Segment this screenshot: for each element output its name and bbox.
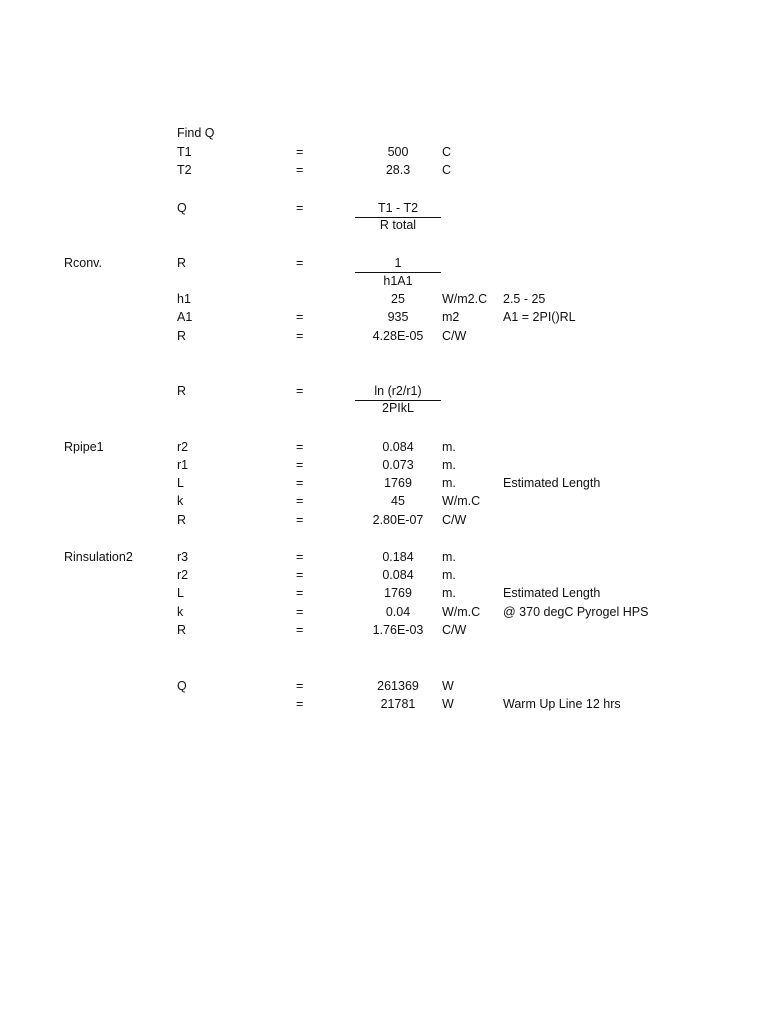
unit-cell: m. <box>442 476 456 490</box>
equals-sign: = <box>296 568 304 582</box>
note-cell: Warm Up Line 12 hrs <box>503 697 621 711</box>
equals-sign: = <box>296 458 304 472</box>
equals-sign: = <box>296 605 304 619</box>
row-t2 <box>0 161 768 179</box>
unit-cell: C <box>442 163 452 177</box>
row-rpipe1-l <box>0 474 768 492</box>
value-cell: 4.28E-05 <box>372 329 424 343</box>
row-q-warmup <box>0 695 768 713</box>
row-q-formula-denominator <box>0 216 768 234</box>
unit-cell: W/m.C <box>442 605 481 619</box>
equals-sign: = <box>296 201 304 215</box>
value-cell: 21781 <box>380 697 416 711</box>
equals-sign: = <box>296 145 304 159</box>
equals-sign: = <box>296 697 304 711</box>
value-cell: 1769 <box>384 476 412 490</box>
equals-sign: = <box>296 494 304 508</box>
note-cell: Estimated Length <box>503 476 601 490</box>
value-cell: 500 <box>387 145 409 159</box>
row-rinsulation2-l <box>0 584 768 602</box>
var-label: k <box>177 605 184 619</box>
unit-cell: m. <box>442 440 456 454</box>
equals-sign: = <box>296 329 304 343</box>
row-rinsulation2-r3 <box>0 548 768 566</box>
value-cell: 0.184 <box>382 550 414 564</box>
row-rcond-numerator <box>0 382 768 400</box>
fraction-numerator: T1 - T2 <box>355 199 441 218</box>
equals-sign: = <box>296 476 304 490</box>
equals-sign: = <box>296 679 304 693</box>
var-label: R <box>177 256 187 270</box>
unit-cell: m. <box>442 550 456 564</box>
row-rconv-numerator <box>0 254 768 272</box>
var-label: T1 <box>177 145 192 159</box>
row-find-q <box>0 124 768 142</box>
var-label: R <box>177 623 187 637</box>
section-label: Rinsulation2 <box>64 550 133 564</box>
unit-cell: W/m2.C <box>442 292 488 306</box>
unit-cell: C/W <box>442 623 467 637</box>
unit-cell: m. <box>442 568 456 582</box>
value-cell: 0.04 <box>385 605 411 619</box>
row-rpipe1-r1 <box>0 456 768 474</box>
row-rconv-denominator <box>0 272 768 290</box>
value-cell: 261369 <box>377 679 419 693</box>
var-label: k <box>177 494 184 508</box>
section-label: Rpipe1 <box>64 440 104 454</box>
var-label: r1 <box>177 458 189 472</box>
var-label: L <box>177 586 184 600</box>
unit-cell: W <box>442 679 454 693</box>
row-rinsulation2-r2 <box>0 566 768 584</box>
fraction-denominator: h1A1 <box>383 274 413 288</box>
fraction-denominator: 2PIkL <box>382 401 414 415</box>
row-rpipe1-k <box>0 492 768 510</box>
unit-cell: m2 <box>442 310 460 324</box>
var-label: r2 <box>177 568 189 582</box>
equals-sign: = <box>296 513 304 527</box>
var-label: r2 <box>177 440 189 454</box>
value-cell: 0.084 <box>382 568 414 582</box>
var-label: L <box>177 476 184 490</box>
value-cell: 0.084 <box>382 440 414 454</box>
var-label: Q <box>177 679 187 693</box>
row-rcond-denominator <box>0 399 768 417</box>
var-label: R <box>177 513 187 527</box>
unit-cell: W/m.C <box>442 494 481 508</box>
row-q-result <box>0 677 768 695</box>
value-cell: 2.80E-07 <box>372 513 424 527</box>
var-label: r3 <box>177 550 189 564</box>
row-rpipe1-r2 <box>0 438 768 456</box>
row-rpipe1-r <box>0 511 768 529</box>
unit-cell: C/W <box>442 329 467 343</box>
var-label: Q <box>177 201 187 215</box>
fraction-numerator: 1 <box>355 254 441 273</box>
value-cell: 25 <box>391 292 405 306</box>
value-cell: 1.76E-03 <box>372 623 424 637</box>
note-cell: @ 370 degC Pyrogel HPS <box>503 605 649 619</box>
var-label: R <box>177 329 187 343</box>
row-rconv-result <box>0 327 768 345</box>
row-rinsulation2-k <box>0 603 768 621</box>
fraction-denominator: R total <box>379 218 417 232</box>
unit-cell: m. <box>442 586 456 600</box>
value-cell: 1769 <box>384 586 412 600</box>
unit-cell: m. <box>442 458 456 472</box>
equals-sign: = <box>296 256 304 270</box>
var-label: Find Q <box>177 126 215 140</box>
row-q-formula-numerator <box>0 199 768 217</box>
equals-sign: = <box>296 163 304 177</box>
equals-sign: = <box>296 623 304 637</box>
row-t1 <box>0 143 768 161</box>
row-h1 <box>0 290 768 308</box>
section-label: Rconv. <box>64 256 102 270</box>
row-a1 <box>0 308 768 326</box>
unit-cell: W <box>442 697 454 711</box>
equals-sign: = <box>296 384 304 398</box>
value-cell: 935 <box>387 310 409 324</box>
note-cell: A1 = 2PI()RL <box>503 310 576 324</box>
equals-sign: = <box>296 586 304 600</box>
equals-sign: = <box>296 440 304 454</box>
equals-sign: = <box>296 310 304 324</box>
unit-cell: C <box>442 145 452 159</box>
value-cell: 28.3 <box>385 163 411 177</box>
fraction-numerator: ln (r2/r1) <box>355 382 441 401</box>
unit-cell: C/W <box>442 513 467 527</box>
var-label: T2 <box>177 163 192 177</box>
note-cell: 2.5 - 25 <box>503 292 546 306</box>
equals-sign: = <box>296 550 304 564</box>
note-cell: Estimated Length <box>503 586 601 600</box>
var-label: A1 <box>177 310 193 324</box>
value-cell: 0.073 <box>382 458 414 472</box>
var-label: R <box>177 384 187 398</box>
row-rinsulation2-r <box>0 621 768 639</box>
var-label: h1 <box>177 292 191 306</box>
value-cell: 45 <box>391 494 405 508</box>
